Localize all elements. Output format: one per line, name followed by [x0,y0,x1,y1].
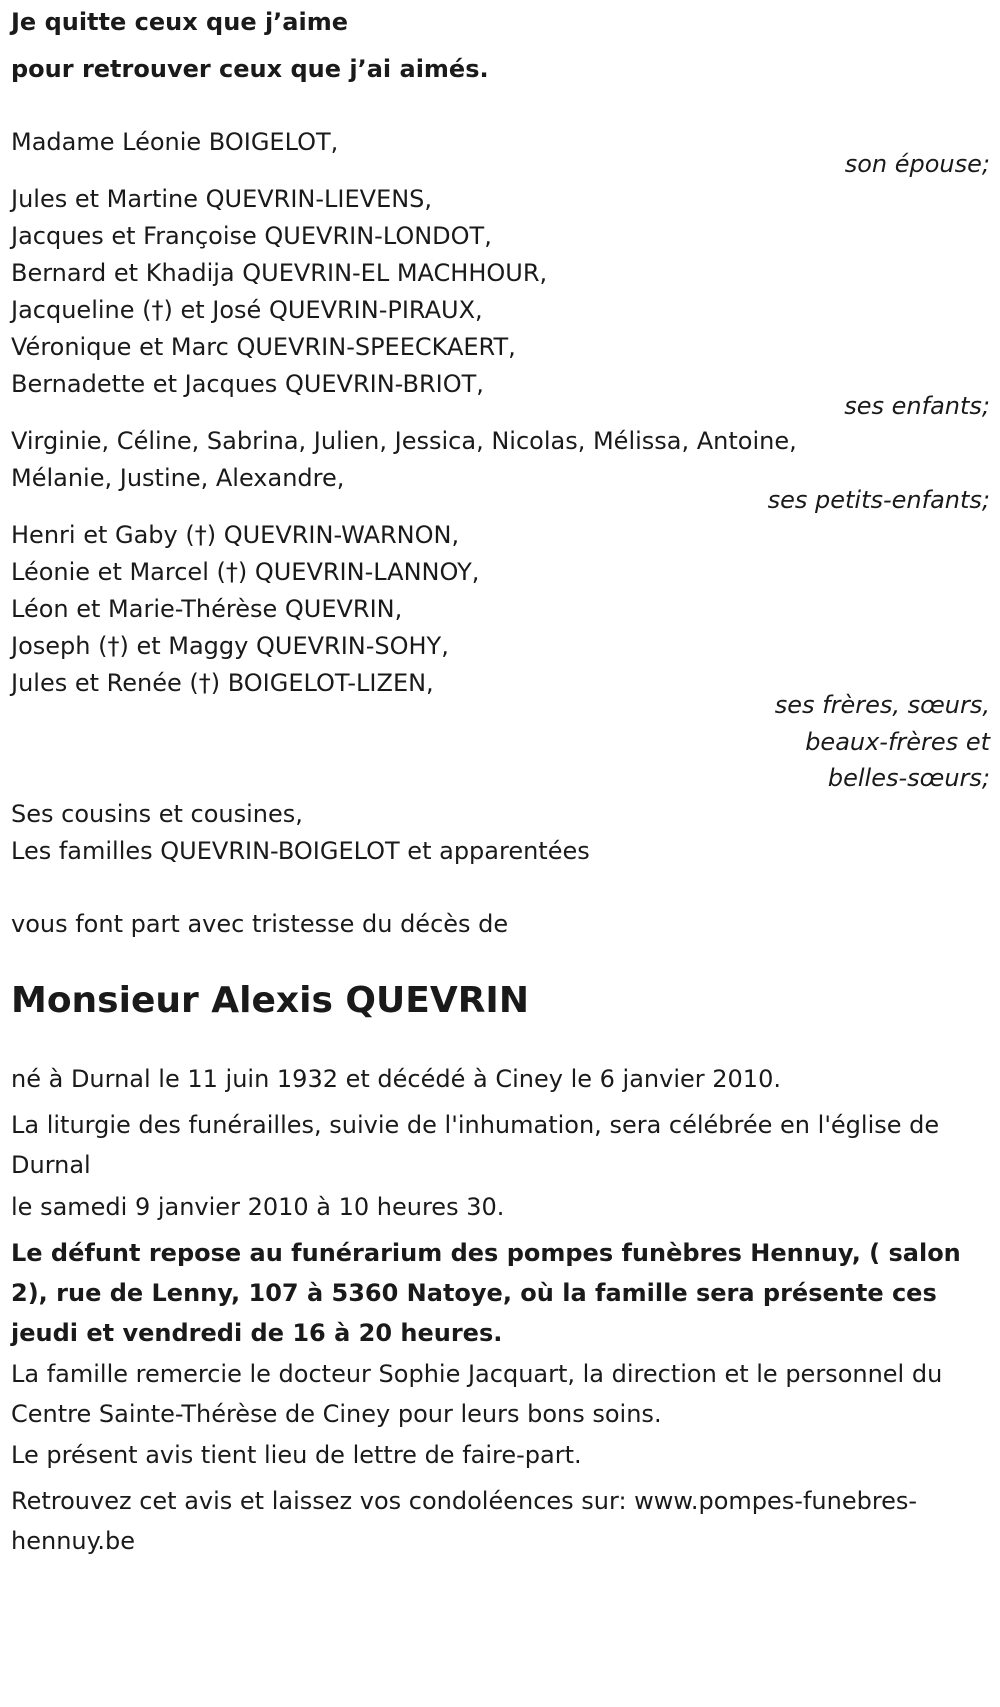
spouse-role: son épouse; [844,150,990,178]
others-line-1: Ses cousins et cousines, [11,800,303,828]
notice-text: Le présent avis tient lieu de lettre de faire-part. [11,1441,582,1469]
funeral-date-text: le samedi 9 janvier 2010 à 10 heures 30. [11,1193,505,1221]
funerarium-text: Le défunt repose au funérarium des pompes funèbres Hennuy, ( salon 2), rue de Lenny, 107 à 5360 Natoye, où la famille sera présente ces jeudi et vendredi de 16 à 20 heures. [11,1239,961,1347]
thanks-text: La famille remercie le docteur Sophie Jacquart, la direction et le personnel du Centre Sainte-Thérèse de Ciney pour leurs bons soins. [11,1360,943,1428]
liturgy-text: La liturgie des funérailles, suivie de l'inhumation, sera célébrée en l'église de Durnal [11,1111,940,1179]
deceased-name: Monsieur Alexis QUEVRIN [11,980,529,1021]
siblings-role-line-3: belles-sœurs; [827,764,990,792]
sibling-4: Joseph (†) et Maggy QUEVRIN-SOHY, [11,632,449,660]
spouse-name: Madame Léonie BOIGELOT, [11,128,339,156]
child-5: Véronique et Marc QUEVRIN-SPEECKAERT, [11,333,516,361]
child-3: Bernard et Khadija QUEVRIN-EL MACHHOUR, [11,259,548,287]
child-6: Bernadette et Jacques QUEVRIN-BRIOT, [11,370,484,398]
siblings-role-line-1: ses frères, sœurs, [774,691,990,719]
quote-line-2: pour retrouver ceux que j’ai aimés. [11,55,489,83]
announce-text: vous font part avec tristesse du décès de [11,910,509,938]
quote-line-1: Je quitte ceux que j’aime [11,8,349,36]
child-4: Jacqueline (†) et José QUEVRIN-PIRAUX, [11,296,483,324]
sibling-3: Léon et Marie-Thérèse QUEVRIN, [11,595,403,623]
children-role: ses enfants; [844,392,990,420]
sibling-2: Léonie et Marcel (†) QUEVRIN-LANNOY, [11,558,480,586]
birth-death-text: né à Durnal le 11 juin 1932 et décédé à Ciney le 6 janvier 2010. [11,1065,781,1093]
child-1: Jules et Martine QUEVRIN-LIEVENS, [11,185,433,213]
condolences-text: Retrouvez cet avis et laissez vos condoléences sur: www.pompes-funebres-hennuy.be [11,1487,918,1555]
siblings-role-line-2: beaux-frères et [805,728,990,756]
grandchildren-line-1: Virginie, Céline, Sabrina, Julien, Jessica, Nicolas, Mélissa, Antoine, [11,427,797,455]
grandchildren-line-2: Mélanie, Justine, Alexandre, [11,464,345,492]
grandchildren-role: ses petits-enfants; [767,486,990,514]
child-2: Jacques et Françoise QUEVRIN-LONDOT, [11,222,492,250]
sibling-1: Henri et Gaby (†) QUEVRIN-WARNON, [11,521,460,549]
sibling-5: Jules et Renée (†) BOIGELOT-LIZEN, [11,669,434,697]
others-line-2: Les familles QUEVRIN-BOIGELOT et apparentées [11,837,590,865]
